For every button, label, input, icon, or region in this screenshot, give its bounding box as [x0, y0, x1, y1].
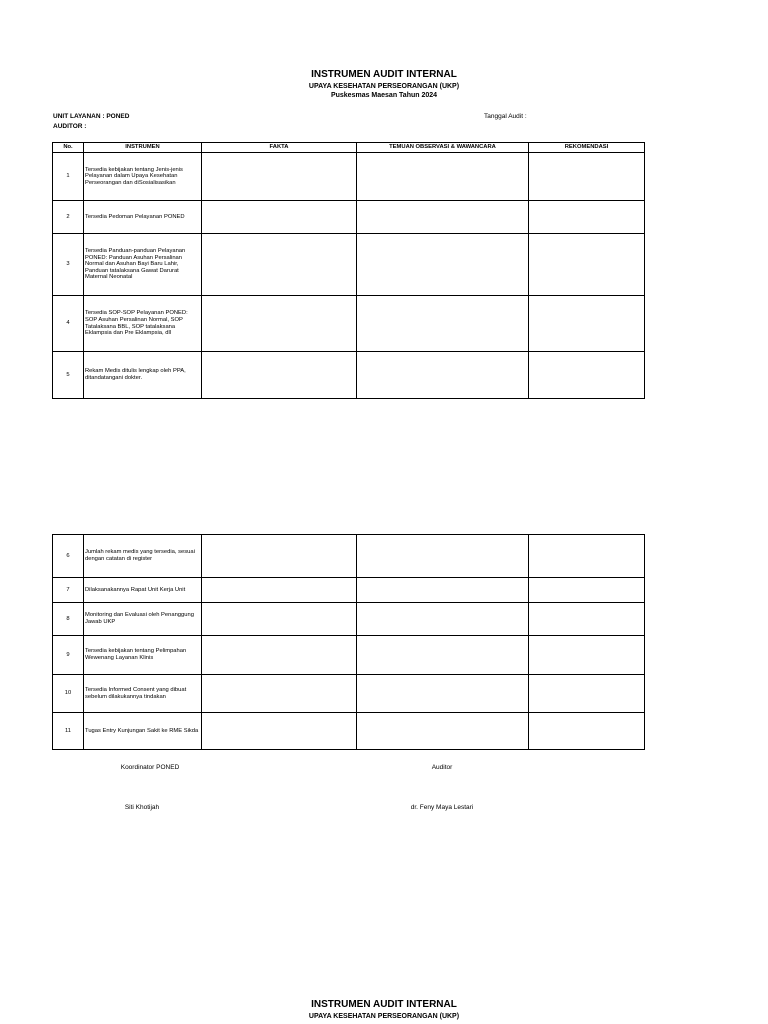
table-row [53, 636, 645, 675]
row-number: 8 [53, 603, 84, 636]
header-temuan: TEMUAN OBSERVASI & WAWANCARA [357, 143, 529, 153]
row-fakta-cell[interactable] [202, 535, 357, 578]
row-temuan-cell[interactable] [357, 535, 529, 578]
row-fakta-cell[interactable] [202, 713, 357, 750]
row-fakta-cell[interactable] [202, 675, 357, 713]
row-fakta-cell[interactable] [202, 234, 357, 296]
table-row [53, 234, 645, 296]
row-fakta-cell[interactable] [202, 636, 357, 675]
row-instrumen: Tersedia Pedoman Pelayanan PONED [84, 201, 202, 234]
row-temuan-cell[interactable] [357, 352, 529, 399]
table-row [53, 153, 645, 201]
row-instrumen: Tersedia SOP-SOP Pelayanan PONED: SOP Asuhan Persalinan Normal, SOP Tatalaksana BBL, SOP tatalaksana Eklampsia dan Pre Eklampsia, dll [84, 296, 202, 352]
row-fakta-cell[interactable] [202, 296, 357, 352]
table-row [53, 713, 645, 750]
row-instrumen: Rekam Medis ditulis lengkap oleh PPA, ditandatangani dokter. [84, 352, 202, 399]
row-instrumen: Tersedia kebijakan tentang Pelimpahan Wewenang Layanan Klinis [84, 636, 202, 675]
table-row [53, 603, 645, 636]
row-temuan-cell[interactable] [357, 234, 529, 296]
row-instrumen: Tersedia Informed Consent yang dibuat sebelum dilakukannya tindakan [84, 675, 202, 713]
table-row [53, 535, 645, 578]
row-rekomendasi-cell[interactable] [529, 352, 645, 399]
row-number: 10 [53, 675, 84, 713]
row-instrumen: Tersedia Panduan-panduan Pelayanan PONED: Panduan Asuhan Persalinan Normal dan Asuhan Bayi Baru Lahir, Panduan tatalaksana Gawat Darurat Maternal Neonatal [84, 234, 202, 296]
row-rekomendasi-cell[interactable] [529, 578, 645, 603]
table-row [53, 352, 645, 399]
row-rekomendasi-cell[interactable] [529, 675, 645, 713]
row-temuan-cell[interactable] [357, 201, 529, 234]
row-number: 3 [53, 234, 84, 296]
header-fakta: FAKTA [202, 143, 357, 153]
row-number: 11 [53, 713, 84, 750]
row-instrumen: Tersedia kebijakan tentang Jenis-jenis Pelayanan dalam Upaya Kesehatan Perseorangan dan diSosialisasikan [84, 153, 202, 201]
unit-layanan-label: UNIT LAYANAN : PONED [53, 113, 130, 120]
row-temuan-cell[interactable] [357, 713, 529, 750]
row-fakta-cell[interactable] [202, 578, 357, 603]
row-number: 2 [53, 201, 84, 234]
document-title: INSTRUMEN AUDIT INTERNAL [311, 69, 457, 80]
row-temuan-cell[interactable] [357, 153, 529, 201]
row-rekomendasi-cell[interactable] [529, 296, 645, 352]
audit-table-part-1 [52, 142, 645, 399]
row-number: 4 [53, 296, 84, 352]
row-temuan-cell[interactable] [357, 675, 529, 713]
audit-table-part-2 [52, 534, 645, 750]
signature-role-koordinator: Koordinator PONED [120, 764, 180, 771]
row-rekomendasi-cell[interactable] [529, 535, 645, 578]
document-subtitle: UPAYA KESEHATAN PERSEORANGAN (UKP) [308, 83, 460, 90]
row-temuan-cell[interactable] [357, 603, 529, 636]
row-instrumen: Monitoring dan Evaluasi oleh Penanggung Jawab UKP [84, 603, 202, 636]
row-rekomendasi-cell[interactable] [529, 636, 645, 675]
row-rekomendasi-cell[interactable] [529, 153, 645, 201]
document-subtitle-2: Puskesmas Maesan Tahun 2024 [330, 92, 438, 99]
header-no: No. [53, 143, 84, 153]
table-row [53, 675, 645, 713]
table-header-row [53, 143, 645, 153]
row-temuan-cell[interactable] [357, 296, 529, 352]
signature-role-auditor: Auditor [431, 764, 453, 771]
row-number: 9 [53, 636, 84, 675]
row-instrumen: Jumlah rekam medis yang tersedia, sesuai dengan catatan di register [84, 535, 202, 578]
row-number: 1 [53, 153, 84, 201]
row-fakta-cell[interactable] [202, 352, 357, 399]
row-temuan-cell[interactable] [357, 636, 529, 675]
next-page-title: INSTRUMEN AUDIT INTERNAL [311, 999, 457, 1010]
header-rekomendasi: REKOMENDASI [529, 143, 645, 153]
signature-name-koordinator: Siti Khotijah [124, 804, 160, 811]
row-rekomendasi-cell[interactable] [529, 234, 645, 296]
header-instrumen: INSTRUMEN [84, 143, 202, 153]
row-rekomendasi-cell[interactable] [529, 713, 645, 750]
row-fakta-cell[interactable] [202, 603, 357, 636]
row-temuan-cell[interactable] [357, 578, 529, 603]
row-number: 7 [53, 578, 84, 603]
row-fakta-cell[interactable] [202, 201, 357, 234]
row-instrumen: Tugas Entry Kunjungan Sakit ke RME Sikda [84, 713, 202, 750]
table-row [53, 201, 645, 234]
table-row [53, 296, 645, 352]
row-instrumen: Dilaksanakannya Rapat Unit Kerja Unit [84, 578, 202, 603]
row-rekomendasi-cell[interactable] [529, 603, 645, 636]
auditor-label: AUDITOR : [53, 123, 87, 130]
tanggal-audit-label: Tanggal Audit : [484, 113, 527, 120]
row-number: 6 [53, 535, 84, 578]
table-row [53, 578, 645, 603]
row-fakta-cell[interactable] [202, 153, 357, 201]
next-page-subtitle: UPAYA KESEHATAN PERSEORANGAN (UKP) [308, 1013, 460, 1020]
row-rekomendasi-cell[interactable] [529, 201, 645, 234]
row-number: 5 [53, 352, 84, 399]
signature-name-auditor: dr. Feny Maya Lestari [410, 804, 474, 811]
